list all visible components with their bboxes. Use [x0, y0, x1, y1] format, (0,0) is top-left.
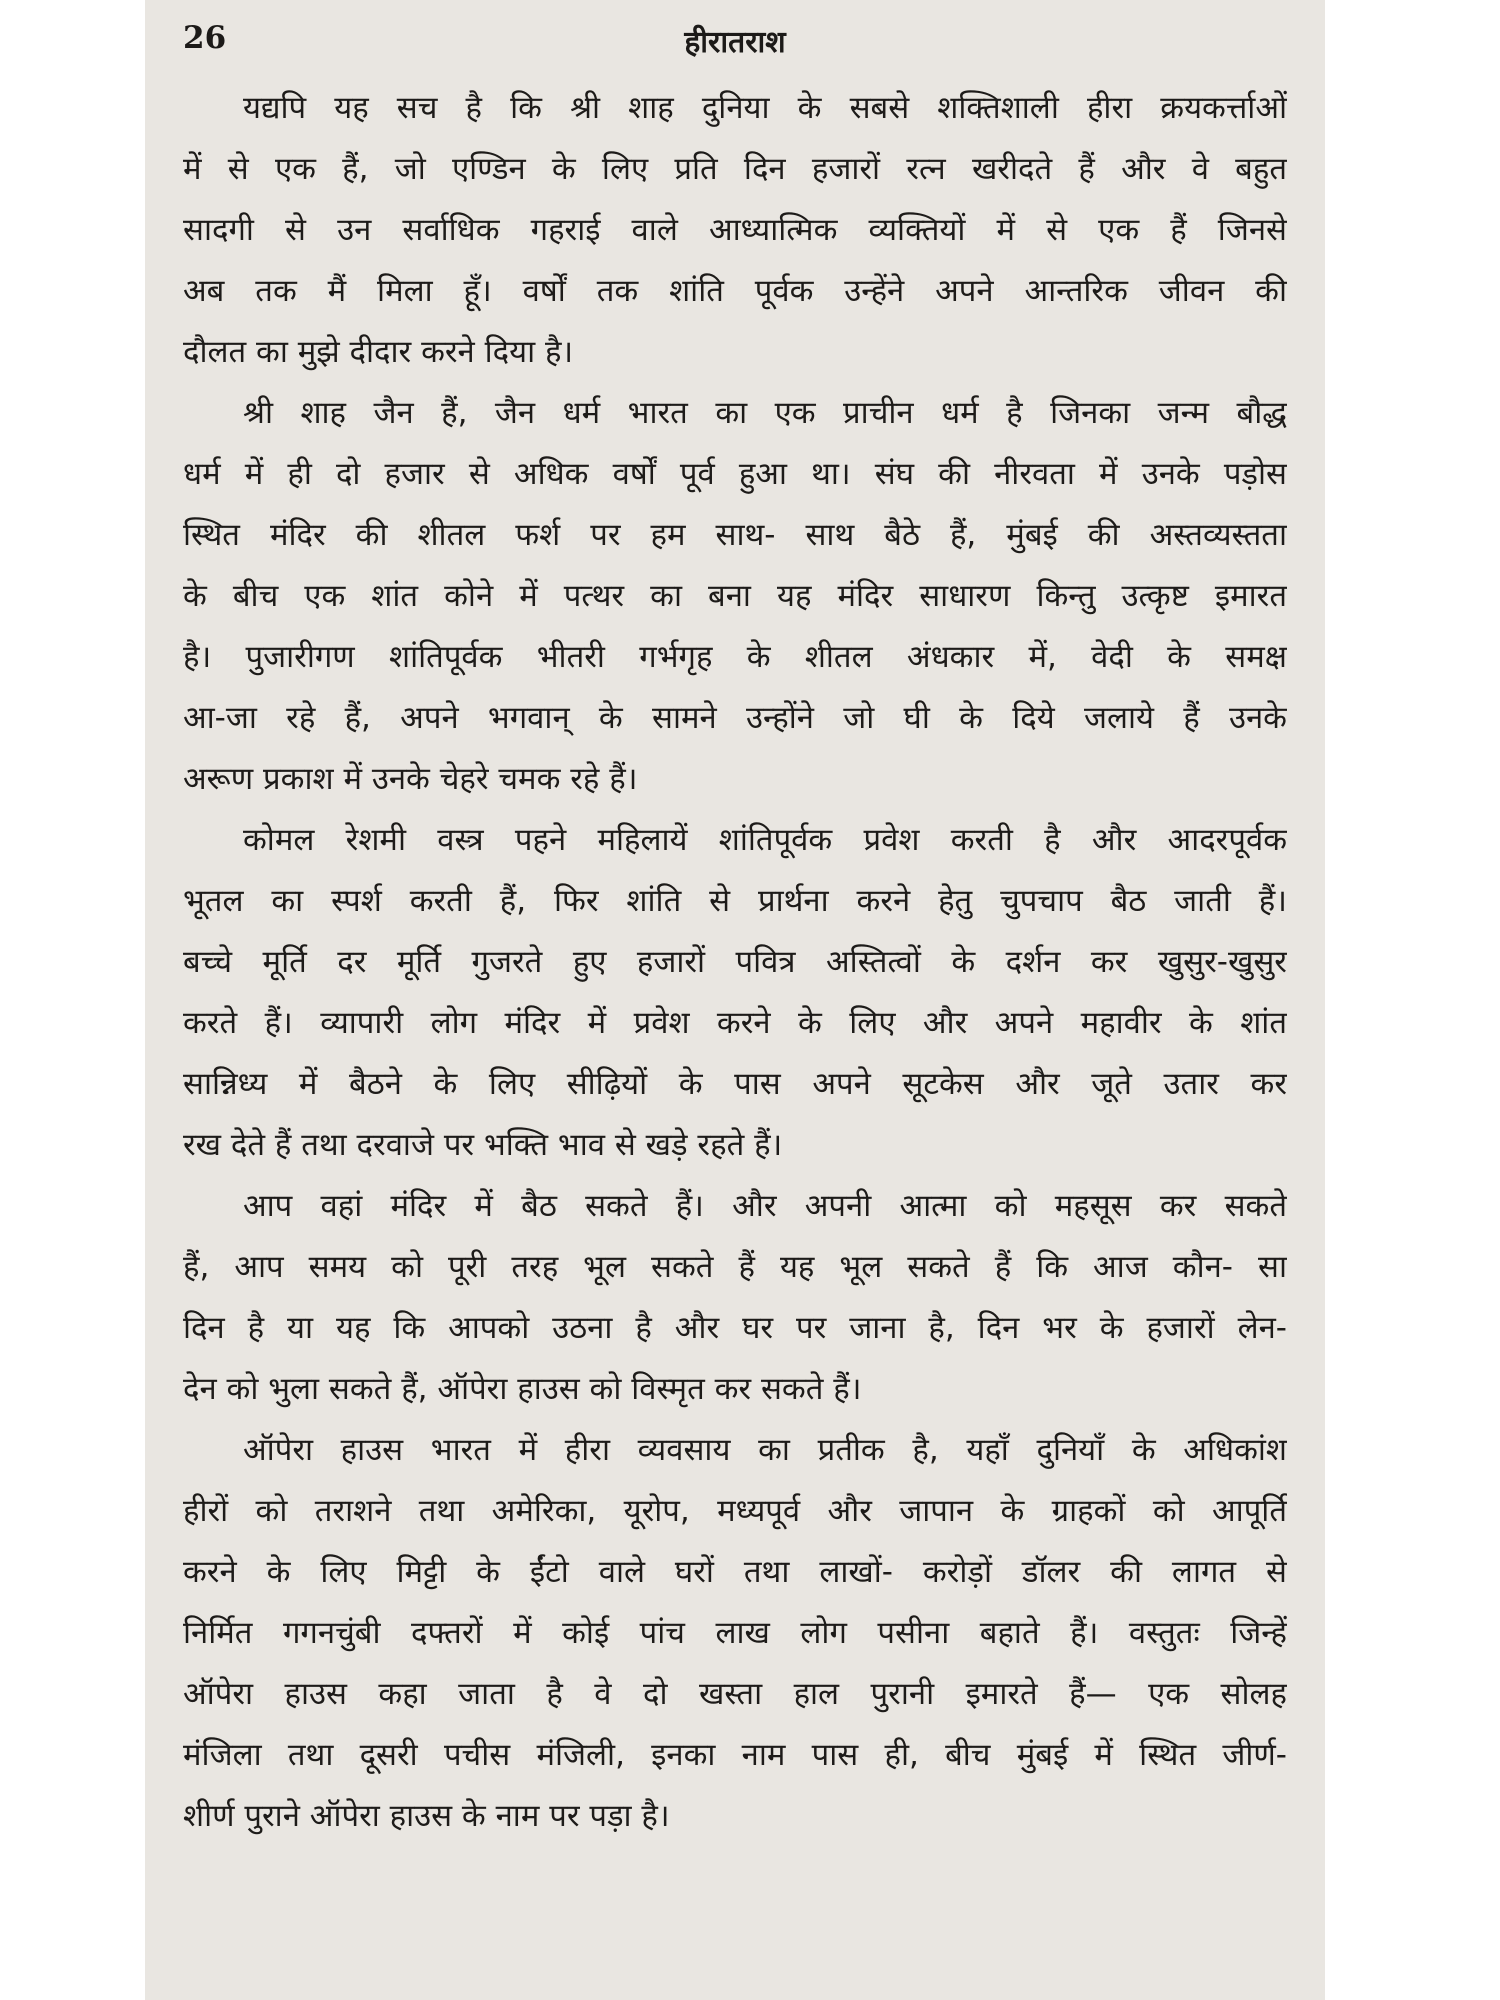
text-line: हैं, आप समय को पूरी तरह भूल सकते हैं यह भूल सकते हैं कि आज कौन- सा	[183, 1249, 1287, 1285]
text-line: दौलत का मुझे दीदार करने दिया है।	[183, 334, 574, 370]
text-line: हीरों को तराशने तथा अमेरिका, यूरोप, मध्यपूर्व और जापान के ग्राहकों को आपूर्ति	[183, 1493, 1287, 1529]
text-line: रख देते हैं तथा दरवाजे पर भक्ति भाव से खड़े रहते हैं।	[183, 1127, 783, 1163]
text-line: दिन है या यह कि आपको उठना है और घर पर जाना है, दिन भर के हजारों लेन-	[183, 1310, 1287, 1346]
book-page	[145, 0, 1325, 2000]
text-line: यद्यपि यह सच है कि श्री शाह दुनिया के सबसे शक्तिशाली हीरा क्रयकर्त्ताओं	[243, 90, 1287, 126]
text-line: स्थित मंदिर की शीतल फर्श पर हम साथ- साथ बैठे हैं, मुंबई की अस्तव्यस्तता	[183, 517, 1287, 553]
text-line: अब तक मैं मिला हूँ। वर्षों तक शांति पूर्वक उन्हेंने अपने आन्तरिक जीवन की	[183, 273, 1287, 309]
text-line: मंजिला तथा दूसरी पचीस मंजिली, इनका नाम पास ही, बीच मुंबई में स्थित जीर्ण-	[183, 1737, 1287, 1773]
text-line: देन को भुला सकते हैं, ऑपेरा हाउस को विस्मृत कर सकते हैं।	[183, 1371, 862, 1407]
text-line: के बीच एक शांत कोने में पत्थर का बना यह मंदिर साधारण किन्तु उत्कृष्ट इमारत	[183, 578, 1287, 614]
text-line: में से एक हैं, जो एण्डिन के लिए प्रति दिन हजारों रत्न खरीदते हैं और वे बहुत	[183, 151, 1287, 187]
text-line: निर्मित गगनचुंबी दफ्तरों में कोई पांच लाख लोग पसीना बहाते हैं। वस्तुतः जिन्हें	[183, 1615, 1287, 1651]
text-line: ऑपेरा हाउस कहा जाता है वे दो खस्ता हाल पुरानी इमारते हैं— एक सोलह	[183, 1676, 1287, 1712]
text-line: बच्चे मूर्ति दर मूर्ति गुजरते हुए हजारों पवित्र अस्तित्वों के दर्शन कर खुसुर-खुसुर	[183, 944, 1287, 980]
text-line: सान्निध्य में बैठने के लिए सीढ़ियों के पास अपने सूटकेस और जूते उतार कर	[183, 1066, 1287, 1102]
text-line: सादगी से उन सर्वाधिक गहराई वाले आध्यात्मिक व्यक्तियों में से एक हैं जिनसे	[183, 212, 1287, 248]
page-number: 26	[183, 20, 227, 56]
text-line: अरूण प्रकाश में उनके चेहरे चमक रहे हैं।	[183, 761, 638, 797]
text-line: शीर्ण पुराने ऑपेरा हाउस के नाम पर पड़ा है।	[183, 1798, 670, 1834]
text-line: आ-जा रहे हैं, अपने भगवान् के सामने उन्होंने जो घी के दिये जलाये हैं उनके	[183, 700, 1287, 736]
body-text	[183, 78, 1287, 1847]
text-line: आप वहां मंदिर में बैठ सकते हैं। और अपनी आत्मा को महसूस कर सकते	[243, 1188, 1287, 1224]
text-line: करने के लिए मिट्टी के ईंटो वाले घरों तथा लाखों- करोड़ों डॉलर की लागत से	[183, 1554, 1287, 1590]
text-line: कोमल रेशमी वस्त्र पहने महिलायें शांतिपूर्वक प्रवेश करती है और आदरपूर्वक	[243, 822, 1287, 858]
text-line: श्री शाह जैन हैं, जैन धर्म भारत का एक प्राचीन धर्म है जिनका जन्म बौद्ध	[243, 395, 1287, 431]
running-title: हीरातराश	[684, 25, 786, 60]
text-line: धर्म में ही दो हजार से अधिक वर्षों पूर्व हुआ था। संघ की नीरवता में उनके पड़ोस	[183, 456, 1287, 492]
text-line: है। पुजारीगण शांतिपूर्वक भीतरी गर्भगृह के शीतल अंधकार में, वेदी के समक्ष	[183, 639, 1287, 675]
page-header	[183, 20, 1287, 70]
text-line: भूतल का स्पर्श करती हैं, फिर शांति से प्रार्थना करने हेतु चुपचाप बैठ जाती हैं।	[183, 883, 1287, 919]
text-line: ऑपेरा हाउस भारत में हीरा व्यवसाय का प्रतीक है, यहाँ दुनियाँ के अधिकांश	[243, 1432, 1287, 1468]
text-line: करते हैं। व्यापारी लोग मंदिर में प्रवेश करने के लिए और अपने महावीर के शांत	[183, 1005, 1287, 1041]
